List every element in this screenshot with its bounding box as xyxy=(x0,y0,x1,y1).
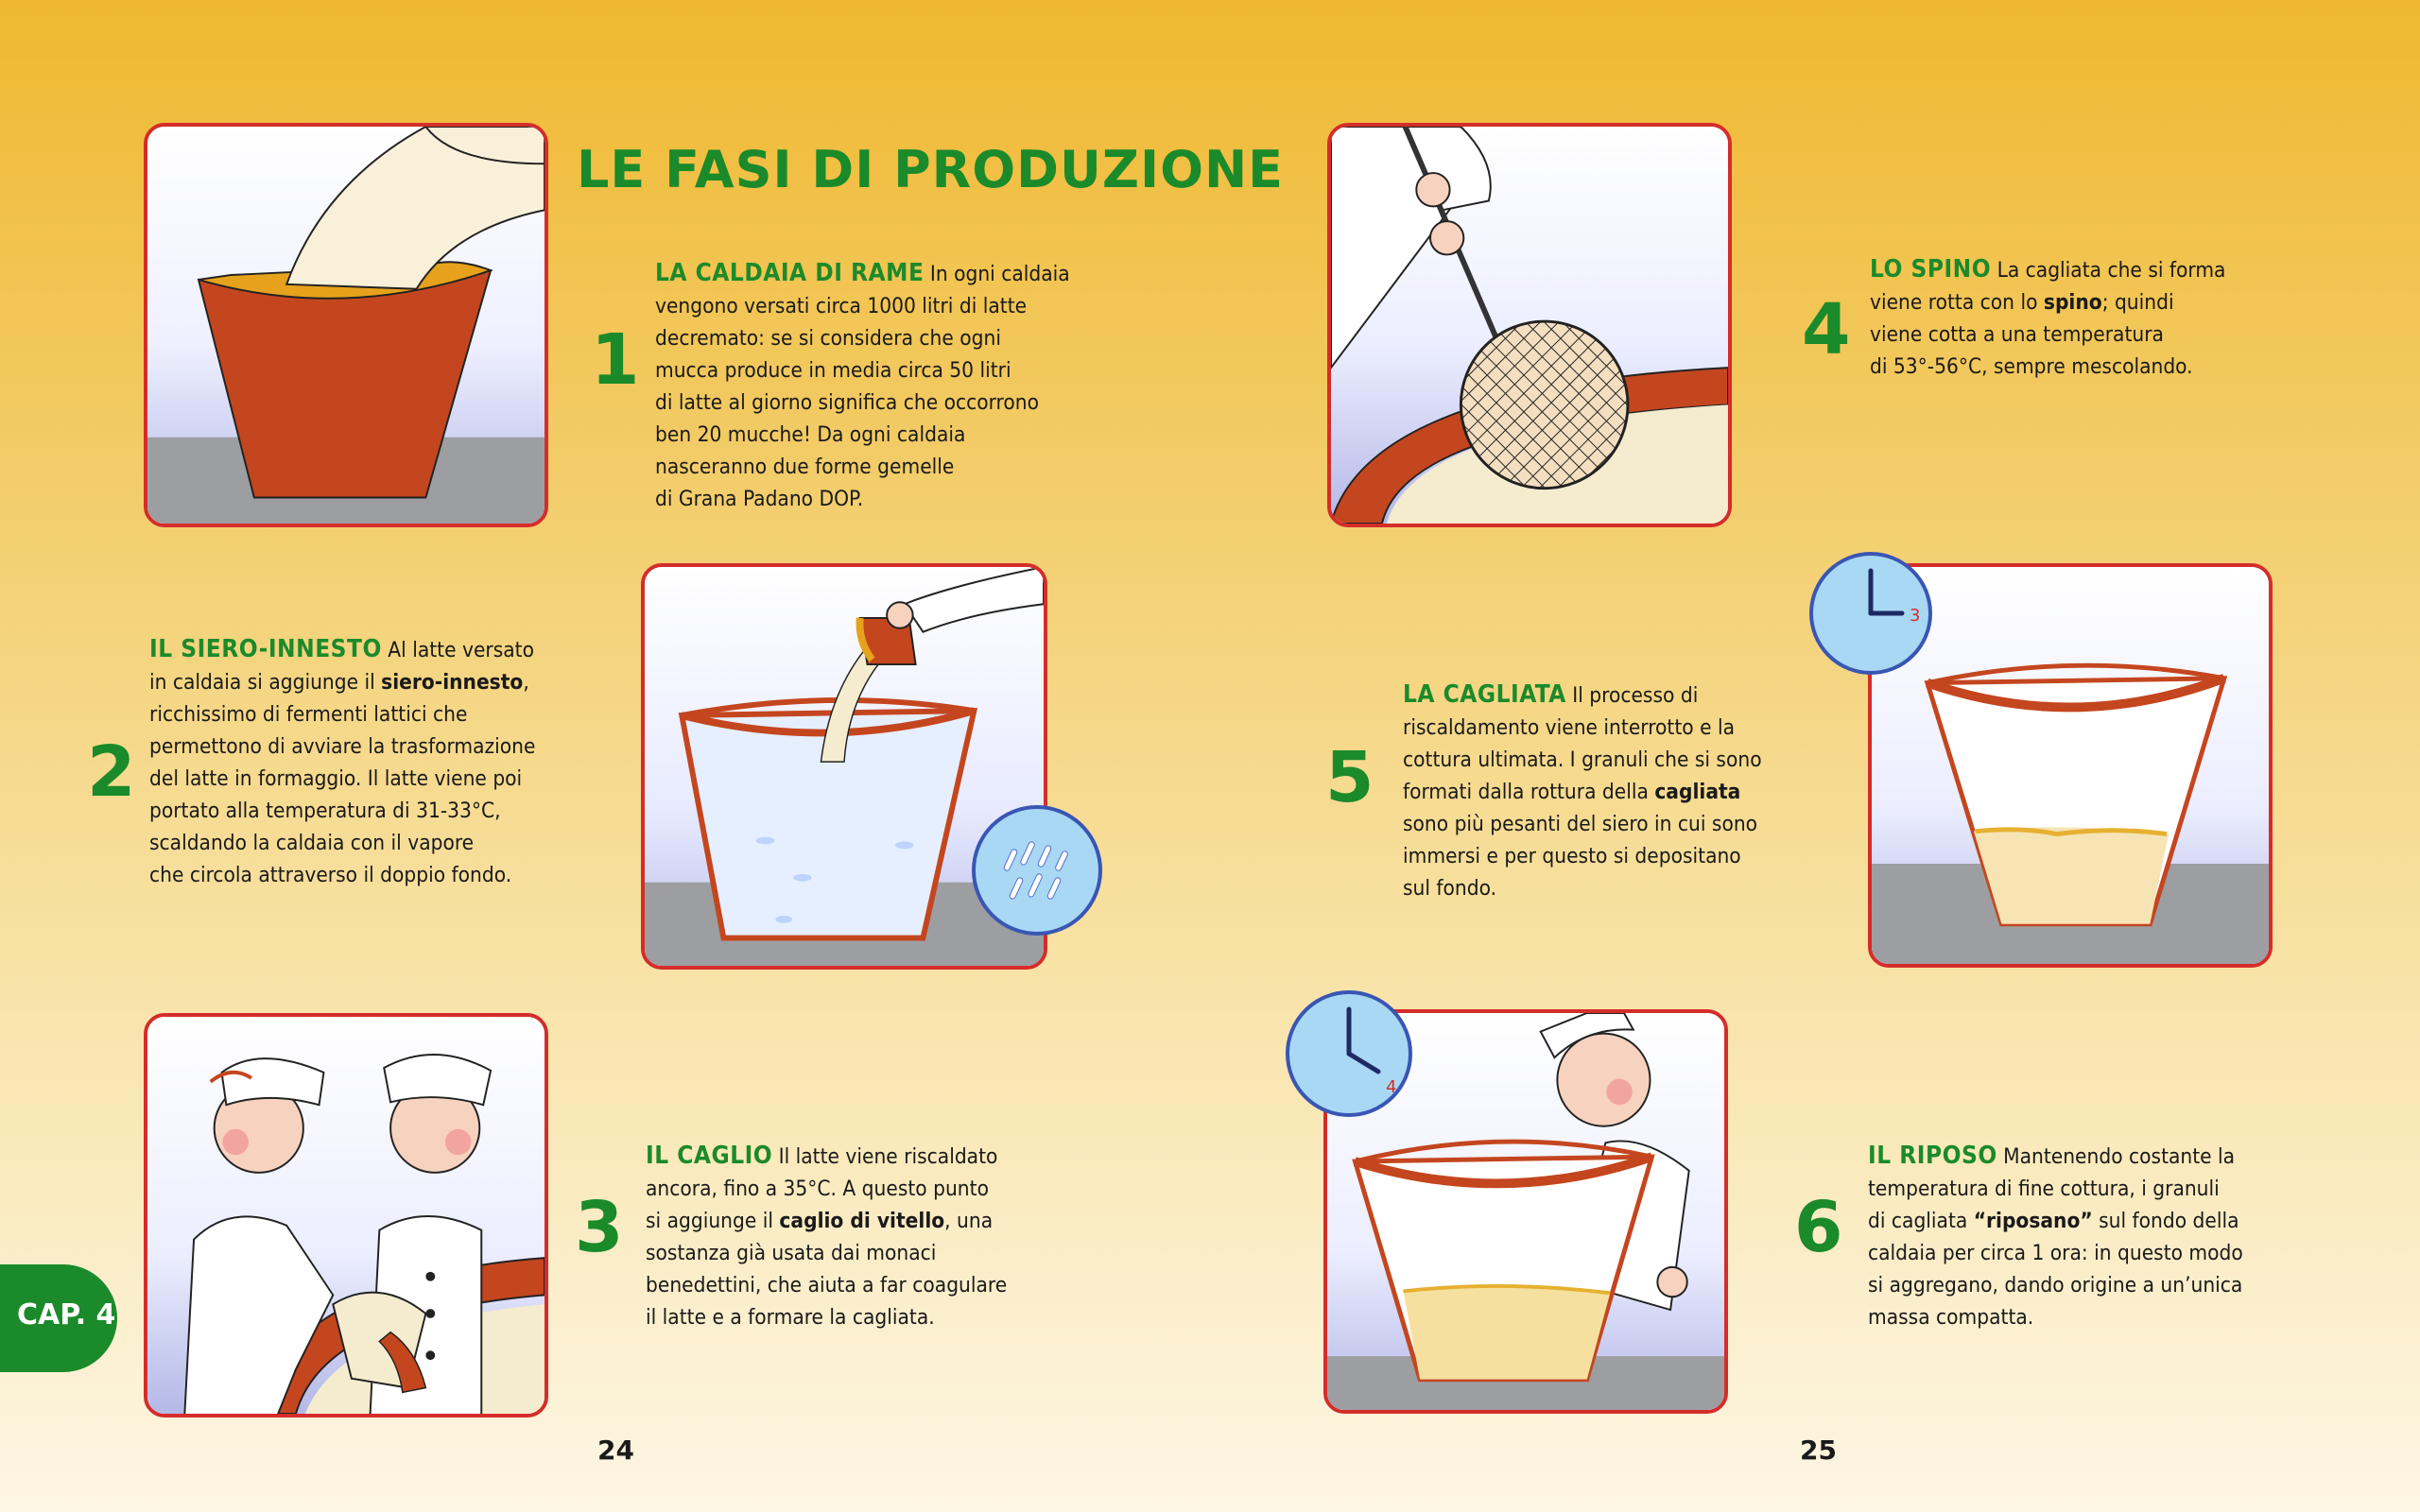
text-run: ; quindi xyxy=(2101,290,2174,315)
text-run: sul fondo della xyxy=(2092,1209,2239,1233)
step-3-line xyxy=(646,1173,1007,1205)
text-run: Mantenendo costante la xyxy=(1996,1144,2236,1169)
caglio-illustration xyxy=(147,1017,544,1414)
text-run: scaldando la caldaia con il vapore xyxy=(149,831,475,855)
step-6-line xyxy=(1868,1237,2243,1269)
bold-term: cagliata xyxy=(1654,780,1741,804)
clock-icon-4 xyxy=(1284,988,1414,1119)
text-run: del latte in formaggio. Il latte viene poi xyxy=(149,766,523,791)
text-run: immersi e per questo si depositano xyxy=(1403,844,1741,868)
step-4-line xyxy=(1870,318,2225,351)
step-3-title: IL CAGLIO xyxy=(646,1142,773,1170)
text-run: si aggregano, dando origine a un’unica xyxy=(1868,1273,2243,1297)
step-4-line xyxy=(1870,351,2225,383)
step-4-line xyxy=(1870,286,2225,318)
text-run: ricchissimo di fermenti lattici che xyxy=(149,702,468,727)
step-5-line xyxy=(1403,712,1762,744)
step-3-line xyxy=(646,1140,1007,1173)
text-run: caldaia per circa 1 ora: in questo modo xyxy=(1868,1241,2243,1265)
step-6-line xyxy=(1868,1269,2243,1301)
step-2-line xyxy=(149,730,535,763)
text-run: di Grana Padano DOP. xyxy=(655,487,864,511)
step-1-line xyxy=(655,322,1070,354)
step-2-text xyxy=(149,633,535,891)
text-run: formati dalla rottura della xyxy=(1403,780,1655,804)
step-4-number: 4 xyxy=(1802,289,1851,370)
text-run: portato alla temperatura di 31-33°C, xyxy=(149,799,501,823)
step-5-number: 5 xyxy=(1325,737,1374,818)
text-run: benedettini, che aiuta a far coagulare xyxy=(646,1273,1008,1297)
step-6-line xyxy=(1868,1301,2243,1333)
clock-4-label: 4 xyxy=(1386,1077,1397,1097)
step-1-line xyxy=(655,419,1070,451)
text-run: in caldaia si aggiunge il xyxy=(149,670,382,695)
step-4-line xyxy=(1870,253,2225,286)
bold-term: “riposano” xyxy=(1973,1209,2093,1233)
step-6-line xyxy=(1868,1205,2243,1237)
step-6-title: IL RIPOSO xyxy=(1868,1142,1997,1170)
step-5-text xyxy=(1403,679,1762,904)
step-1-title: LA CALDAIA DI RAME xyxy=(655,259,925,287)
text-run: riscaldamento viene interrotto e la xyxy=(1403,715,1735,740)
text-run: ben 20 mucche! Da ogni caldaia xyxy=(655,422,966,447)
text-run: La cagliata che si forma xyxy=(1991,258,2226,283)
step-5-line xyxy=(1403,744,1762,776)
bold-term: spino xyxy=(2043,290,2102,315)
step-1-line xyxy=(655,257,1070,290)
step-1-line xyxy=(655,483,1070,515)
step-1-line xyxy=(655,451,1070,483)
chapter-tab-label: CAP. 4 xyxy=(17,1298,116,1332)
panel-lo-spino xyxy=(1327,123,1732,527)
step-1-line xyxy=(655,290,1070,322)
step-4-text xyxy=(1870,253,2225,383)
step-6-text xyxy=(1868,1140,2243,1333)
text-run: vengono versati circa 1000 litri di latte xyxy=(655,294,1028,318)
step-2-line xyxy=(149,633,535,666)
text-run: viene cotta a una temperatura xyxy=(1870,322,2164,347)
step-2-line xyxy=(149,795,535,827)
text-run: permettono di avviare la trasformazione xyxy=(149,734,536,759)
text-run: il latte e a formare la cagliata. xyxy=(646,1305,935,1330)
step-2-number: 2 xyxy=(87,731,136,813)
step-5-line xyxy=(1403,808,1762,840)
text-run: Il processo di xyxy=(1565,683,1699,708)
magnifier-ferments-icon xyxy=(970,803,1104,937)
text-run: si aggiunge il xyxy=(646,1209,780,1233)
step-6-line xyxy=(1868,1140,2243,1173)
text-run: di latte al giorno significa che occorrono xyxy=(655,390,1039,415)
page-number-right: 25 xyxy=(1800,1435,1837,1466)
bold-term: siero-innesto xyxy=(381,670,524,695)
caldaia-milk-illustration xyxy=(147,127,544,524)
step-5-line xyxy=(1403,679,1762,712)
page-title: LE FASI DI PRODUZIONE xyxy=(577,140,1285,199)
text-run: , xyxy=(523,670,529,695)
bold-term: caglio di vitello xyxy=(779,1209,945,1233)
panel-caglio xyxy=(144,1013,548,1418)
text-run: massa compatta. xyxy=(1868,1305,2034,1330)
step-1-line xyxy=(655,354,1070,387)
text-run: che circola attraverso il doppio fondo. xyxy=(149,863,512,887)
step-2-line xyxy=(149,827,535,859)
text-run: , una xyxy=(944,1209,994,1233)
step-2-line xyxy=(149,859,535,891)
step-2-title: IL SIERO-INNESTO xyxy=(149,635,382,663)
step-2-line xyxy=(149,698,535,730)
step-5-line xyxy=(1403,840,1762,872)
text-run: sono più pesanti del siero in cui sono xyxy=(1403,812,1758,836)
text-run: mucca produce in media circa 50 litri xyxy=(655,358,1011,383)
step-6-number: 6 xyxy=(1794,1187,1843,1268)
text-run: cottura ultimata. I granuli che si sono xyxy=(1403,747,1762,772)
step-1-text xyxy=(655,257,1070,515)
step-3-line xyxy=(646,1301,1007,1333)
text-run: nasceranno due forme gemelle xyxy=(655,455,955,479)
chapter-tab[interactable] xyxy=(0,1264,117,1372)
text-run: di 53°-56°C, sempre mescolando. xyxy=(1870,354,2193,379)
step-5-line xyxy=(1403,776,1762,808)
step-1-number: 1 xyxy=(591,319,640,401)
clock-3-label: 3 xyxy=(1910,606,1921,626)
text-run: di cagliata xyxy=(1868,1209,1974,1233)
step-3-line xyxy=(646,1269,1007,1301)
text-run: ancora, fino a 35°C. A questo punto xyxy=(646,1177,989,1201)
step-2-line xyxy=(149,763,535,795)
text-run: Al latte versato xyxy=(381,638,534,662)
step-5-line xyxy=(1403,872,1762,904)
text-run: Il latte viene riscaldato xyxy=(772,1144,998,1169)
step-3-line xyxy=(646,1237,1007,1269)
step-3-number: 3 xyxy=(575,1187,624,1268)
clock-icon-3 xyxy=(1807,550,1934,677)
text-run: decremato: se si considera che ogni xyxy=(655,326,1001,351)
text-run: In ogni caldaia xyxy=(924,262,1070,286)
page-number-left: 24 xyxy=(597,1435,634,1466)
step-5-title: LA CAGLIATA xyxy=(1403,680,1566,709)
step-3-text xyxy=(646,1140,1007,1333)
step-3-line xyxy=(646,1205,1007,1237)
text-run: temperatura di fine cottura, i granuli xyxy=(1868,1177,2220,1201)
panel-caldaia-di-rame xyxy=(144,123,548,527)
spino-illustration xyxy=(1331,127,1728,524)
text-run: viene rotta con lo xyxy=(1870,290,2044,315)
step-6-line xyxy=(1868,1173,2243,1205)
step-1-line xyxy=(655,387,1070,419)
step-2-line xyxy=(149,666,535,698)
text-run: sul fondo. xyxy=(1403,876,1497,901)
text-run: sostanza già usata dai monaci xyxy=(646,1241,937,1265)
step-4-title: LO SPINO xyxy=(1870,255,1992,284)
